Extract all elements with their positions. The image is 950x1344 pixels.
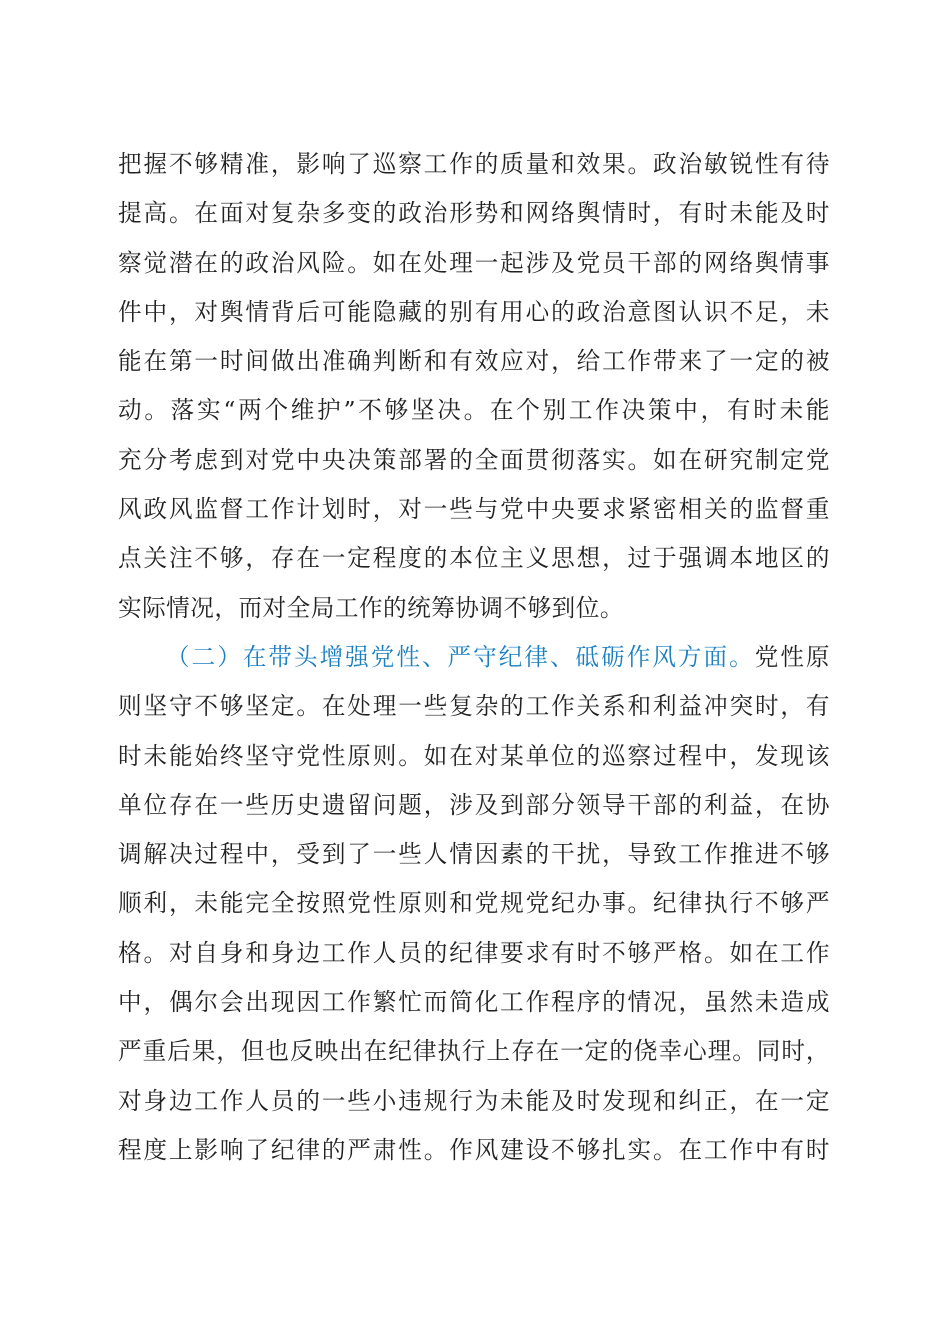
text-line: 程度上影响了纪律的严肃性。作风建设不够扎实。在工作中有时 — [118, 1135, 830, 1164]
paragraph-1 — [118, 140, 830, 633]
paragraph-2 — [118, 633, 830, 1175]
text-line: 对身边工作人员的一些小违规行为未能及时发现和纠正，在一定 — [118, 1086, 830, 1115]
text-line: 时未能始终坚守党性原则。如在对某单位的巡察过程中，发现该 — [118, 741, 830, 770]
section-heading: （二）在带头增强党性、严守纪律、砥砺作风方面。 — [166, 642, 755, 671]
text-line: 实际情况，而对全局工作的统筹协调不够到位。 — [118, 593, 624, 622]
text-line: 严重后果，但也反映出在纪律执行上存在一定的侥幸心理。同时， — [118, 1037, 830, 1066]
text-line: 顺利，未能完全按照党性原则和党规党纪办事。纪律执行不够严 — [118, 889, 830, 918]
text-line: 件中，对舆情背后可能隐藏的别有用心的政治意图认识不足，未 — [118, 297, 830, 326]
text-line: 格。对自身和身边工作人员的纪律要求有时不够严格。如在工作 — [118, 938, 830, 967]
text-run: 党性原 — [754, 642, 831, 671]
text-line: 风政风监督工作计划时，对一些与党中央要求紧密相关的监督重 — [118, 495, 830, 524]
text-line: 则坚守不够坚定。在处理一些复杂的工作关系和利益冲突时，有 — [118, 692, 830, 721]
text-line: 充分考虑到对党中央决策部署的全面贯彻落实。如在研究制定党 — [118, 445, 830, 474]
text-line: 单位存在一些历史遗留问题，涉及到部分领导干部的利益，在协 — [118, 790, 830, 819]
document-body — [118, 140, 830, 1175]
text-line: 把握不够精准，影响了巡察工作的质量和效果。政治敏锐性有待 — [118, 150, 830, 178]
text-line: 能在第一时间做出准确判断和有效应对，给工作带来了一定的被 — [118, 347, 830, 376]
text-line: 提高。在面对复杂多变的政治形势和网络舆情时，有时未能及时 — [118, 199, 830, 228]
text-line: 点关注不够，存在一定程度的本位主义思想，过于强调本地区的 — [118, 544, 830, 573]
text-line: 动。落实“两个维护”不够坚决。在个别工作决策中，有时未能 — [118, 396, 830, 425]
text-line: 调解决过程中，受到了一些人情因素的干扰，导致工作推进不够 — [118, 840, 830, 869]
text-line: 中，偶尔会出现因工作繁忙而简化工作程序的情况，虽然未造成 — [118, 988, 830, 1017]
paragraph-2-first-line — [118, 633, 830, 682]
text-line: 察觉潜在的政治风险。如在处理一起涉及党员干部的网络舆情事 — [118, 248, 830, 277]
